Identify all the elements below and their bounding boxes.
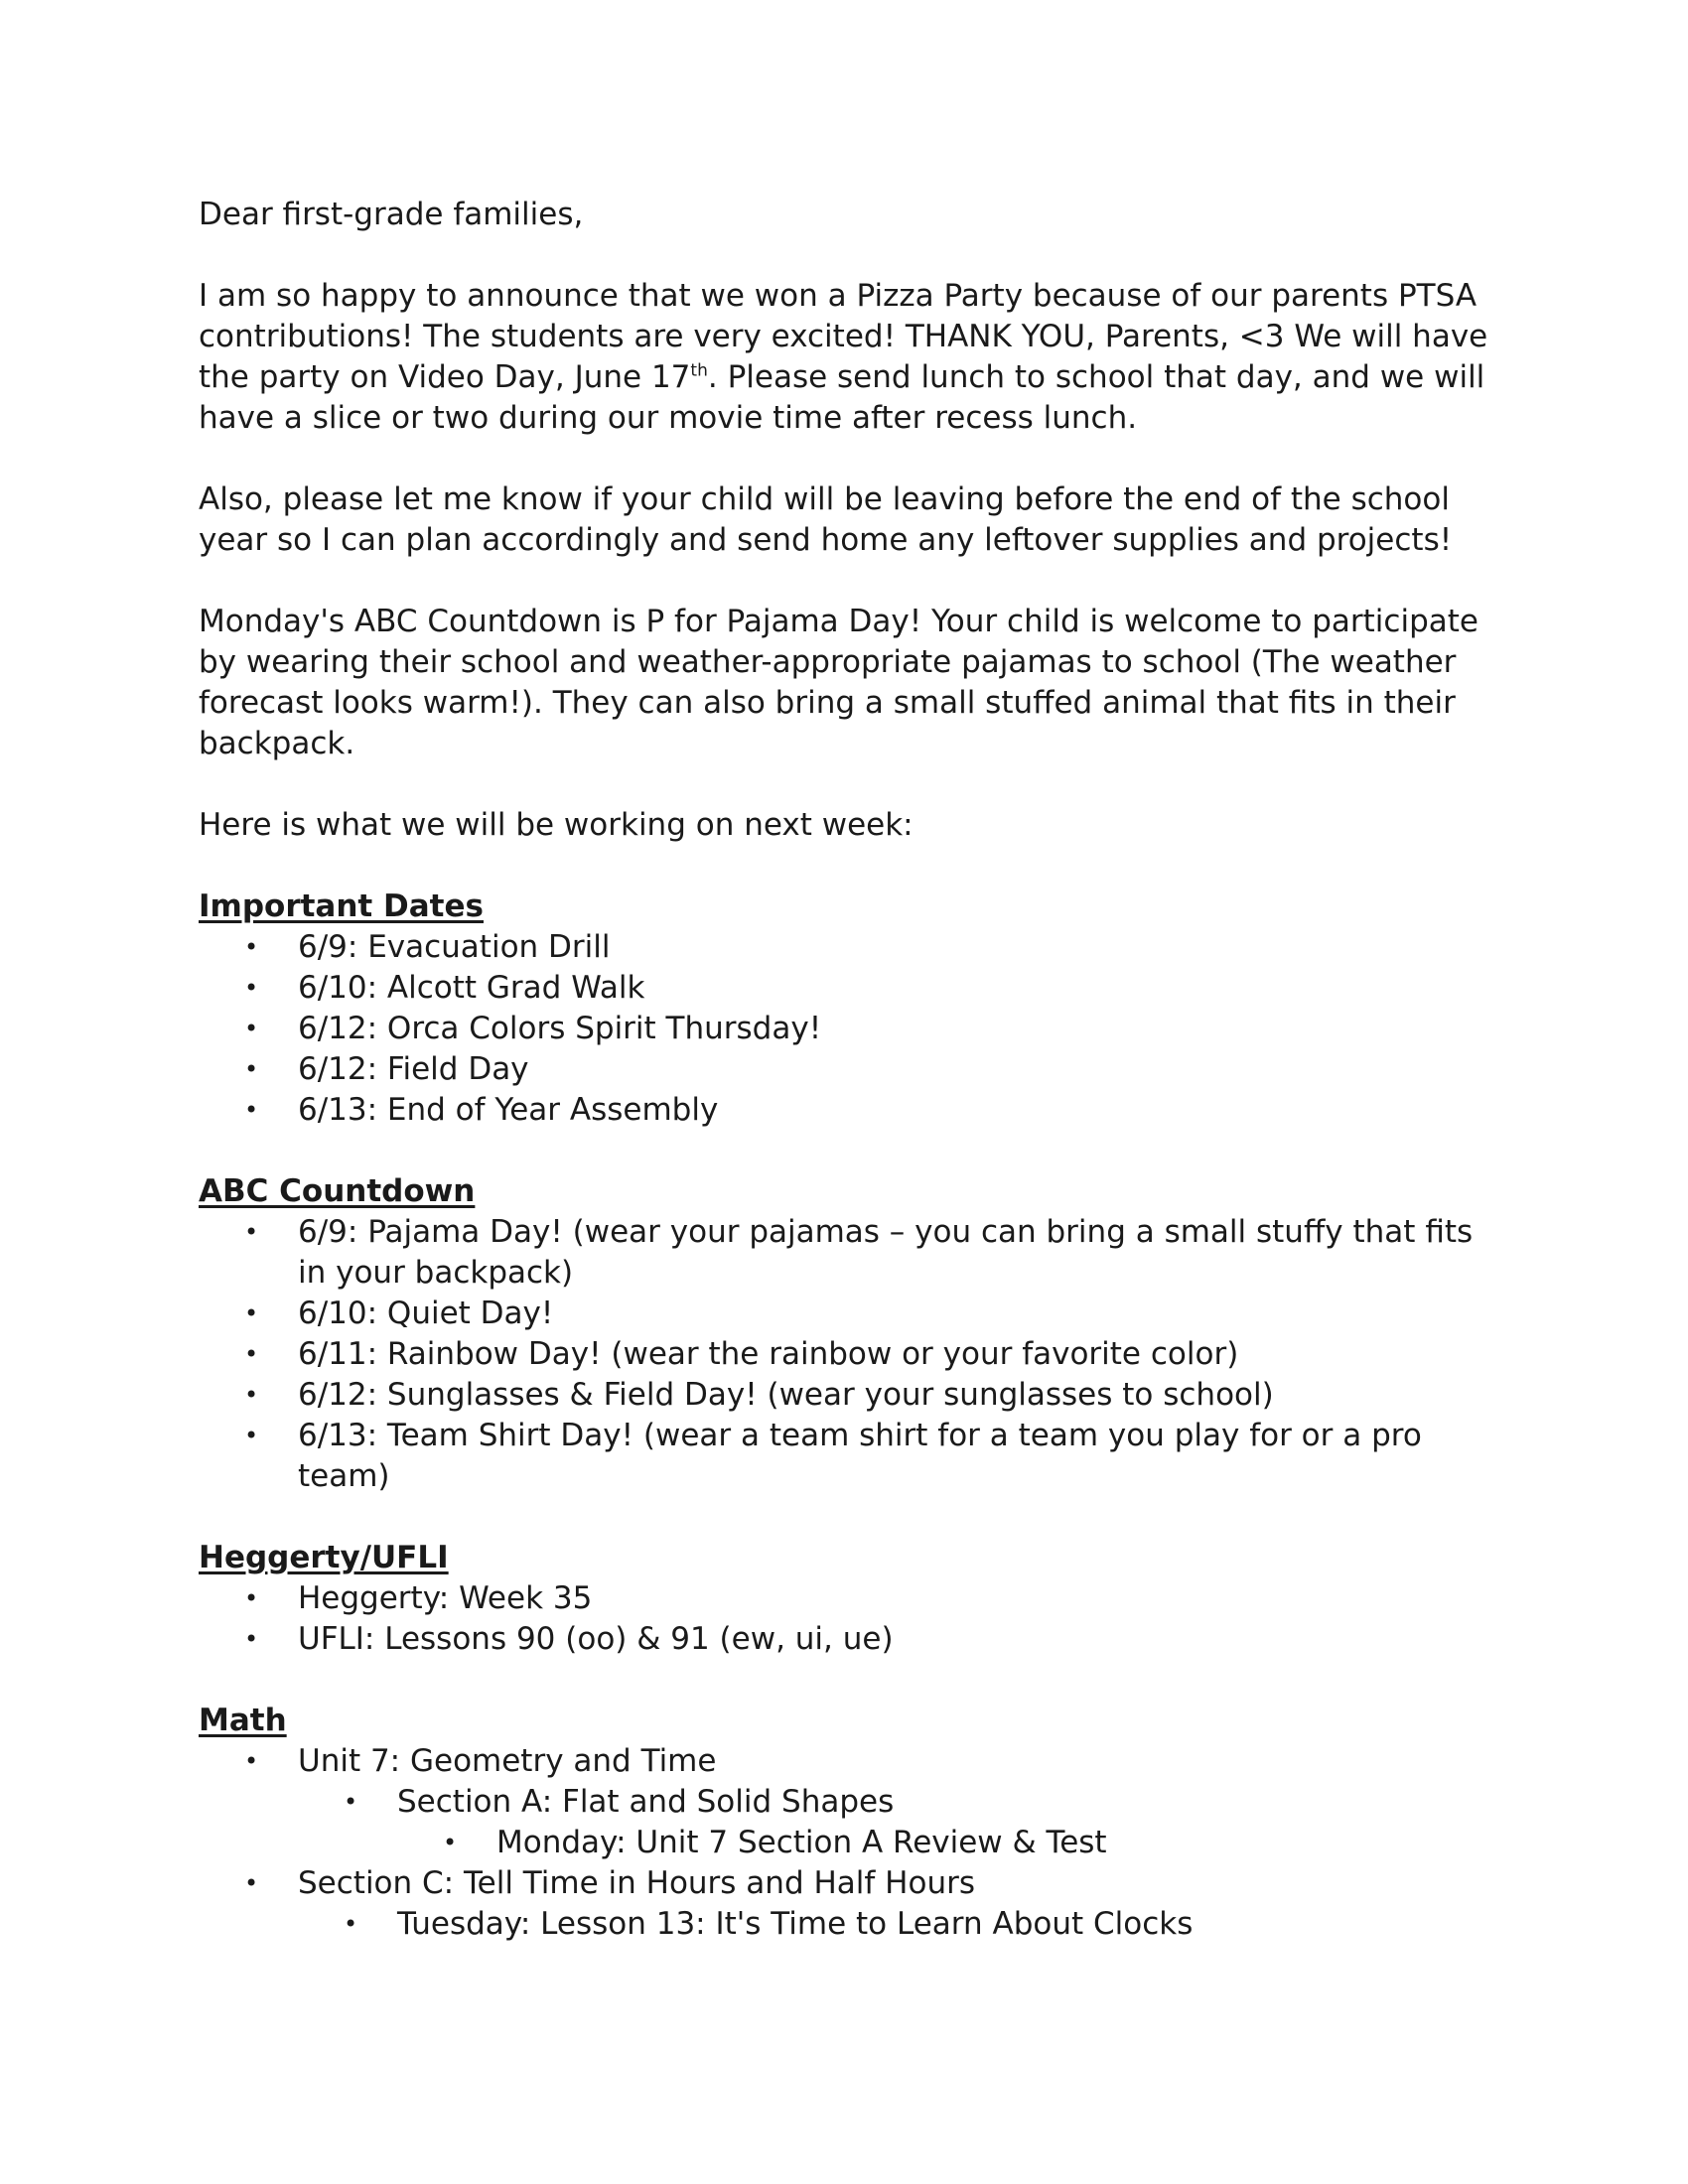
bullet-icon: •: [244, 1625, 259, 1653]
important-dates-list: [199, 927, 1489, 1131]
heggerty-ufli-heading: Heggerty/UFLI: [199, 1540, 449, 1575]
ordinal-suffix: th: [690, 360, 708, 381]
bullet-icon: •: [244, 1055, 259, 1083]
bullet-icon: •: [244, 1422, 259, 1449]
list-item: • 6/9: Evacuation Drill: [199, 927, 1489, 968]
list-item: • Heggerty: Week 35: [199, 1578, 1489, 1619]
bullet-icon: •: [443, 1829, 458, 1856]
pajama-day-paragraph: Monday's ABC Countdown is P for Pajama Day! Your child is welcome to participate by wearing their school and weather-appropriate pajamas to school (The weather forecast looks warm!). They can also bring a small stuffed animal that fits in their backpack.: [199, 604, 1478, 761]
important-dates-section: [199, 887, 1489, 1131]
bullet-icon: •: [244, 933, 259, 961]
bullet-icon: •: [244, 1096, 259, 1124]
list-item: • Section C: Tell Time in Hours and Half Hours: [199, 1863, 1489, 1904]
bullet-icon: •: [344, 1788, 358, 1816]
next-week-intro: Here is what we will be working on next week:: [199, 807, 914, 843]
pizza-party-paragraph: [199, 276, 1489, 439]
list-item: • 6/12: Orca Colors Spirit Thursday!: [199, 1009, 1489, 1049]
bullet-icon: •: [244, 1381, 259, 1409]
bullet-icon: •: [244, 1218, 259, 1246]
math-list: [199, 1741, 1489, 1945]
bullet-icon: •: [244, 974, 259, 1002]
list-item: • 6/11: Rainbow Day! (wear the rainbow or your favorite color): [199, 1334, 1489, 1375]
leaving-early-paragraph: Also, please let me know if your child will be leaving before the end of the school year so I can plan accordingly and send home any leftover supplies and projects!: [199, 481, 1453, 558]
heggerty-ufli-list: [199, 1578, 1489, 1660]
bullet-icon: •: [244, 1299, 259, 1327]
newsletter-page: [199, 195, 1489, 1985]
pizza-party-text-a: I am so happy to announce that we won a Pizza Party because of our parents PTSA contributions! The students are very excited! THANK YOU, Parents, <3 We will have the party on Video Day, June 17: [199, 278, 1488, 395]
bullet-icon: •: [244, 1747, 259, 1775]
bullet-icon: •: [244, 1584, 259, 1612]
pizza-party-text-b: . Please send lunch to school that day, and we will have a slice or two during our movie time after recess lunch.: [199, 359, 1485, 436]
math-heading: Math: [199, 1703, 287, 1738]
list-item: • 6/10: Alcott Grad Walk: [199, 968, 1489, 1009]
bullet-icon: •: [244, 1340, 259, 1368]
list-item: • 6/12: Sunglasses & Field Day! (wear your sunglasses to school): [199, 1375, 1489, 1416]
math-section: [199, 1701, 1489, 1945]
list-item: • 6/9: Pajama Day! (wear your pajamas – you can bring a small stuffy that fits in your backpack): [244, 1214, 1474, 1291]
abc-countdown-list: [199, 1212, 1489, 1497]
list-item: • 6/12: Field Day: [199, 1049, 1489, 1090]
list-item: • UFLI: Lessons 90 (oo) & 91 (ew, ui, ue): [199, 1619, 1489, 1660]
abc-countdown-heading: ABC Countdown: [199, 1173, 476, 1209]
bullet-icon: •: [244, 1015, 259, 1042]
list-item: • 6/13: Team Shirt Day! (wear a team shirt for a team you play for or a pro team): [244, 1418, 1422, 1494]
list-item: • 6/10: Quiet Day!: [199, 1294, 1489, 1334]
list-item: • Unit 7: Geometry and Time: [199, 1741, 1489, 1782]
heggerty-ufli-section: [199, 1538, 1489, 1660]
important-dates-heading: Important Dates: [199, 888, 484, 924]
list-item: • 6/13: End of Year Assembly: [199, 1090, 1489, 1131]
list-item: • Tuesday: Lesson 13: It's Time to Learn About Clocks: [199, 1904, 1489, 1945]
list-item: • Section A: Flat and Solid Shapes: [199, 1782, 1489, 1823]
greeting: Dear first-grade families,: [199, 197, 584, 232]
abc-countdown-section: [199, 1171, 1489, 1497]
bullet-icon: •: [344, 1910, 358, 1938]
bullet-icon: •: [244, 1869, 259, 1897]
list-item: • Monday: Unit 7 Section A Review & Test: [199, 1823, 1489, 1863]
